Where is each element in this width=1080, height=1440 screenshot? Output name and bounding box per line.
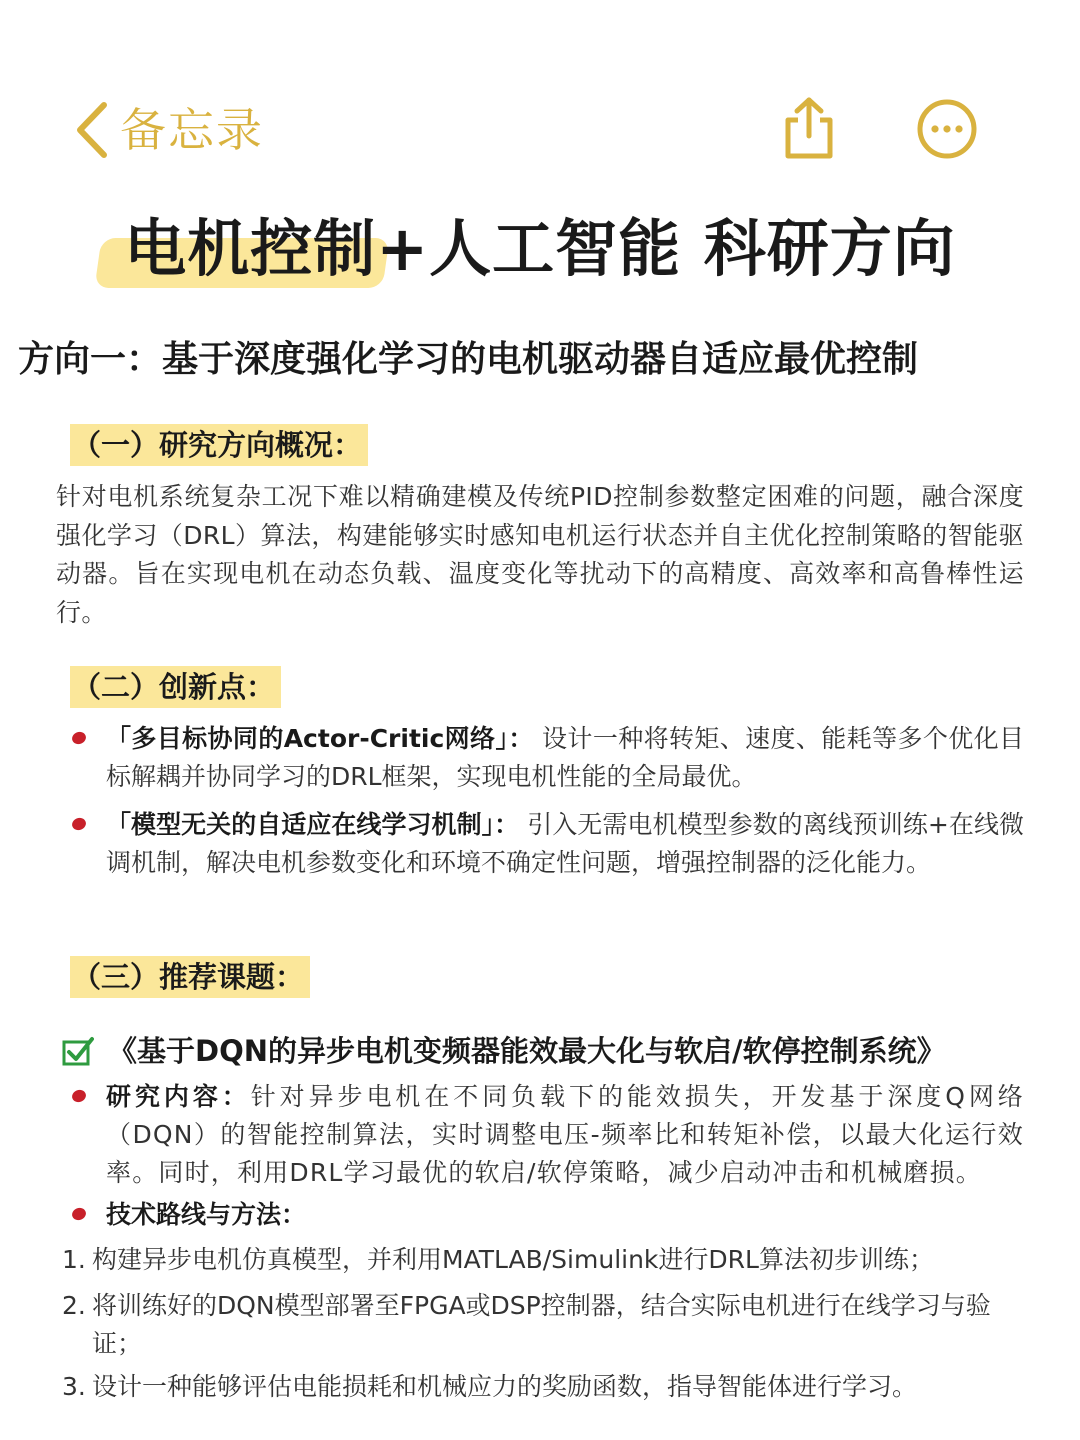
method-step <box>62 1287 1024 1363</box>
section-heading-topics: （三）推荐课题： <box>70 956 310 998</box>
overview-text: 针对电机系统复杂工况下难以精确建模及传统PID控制参数整定困难的问题，融合深度强化学习（DRL）算法，构建能够实时感知电机运行状态并自主优化控制策略的智能驱动器。旨在实现电机在动态负载、温度变化等扰动下的高精度、高效率和高鲁棒性运行。 <box>56 482 1024 627</box>
research-lead: 研究内容： <box>106 1082 251 1111</box>
checkbox-checked-icon <box>62 1036 94 1066</box>
nav-bar <box>0 0 1080 190</box>
bullet-dot-icon <box>70 729 88 747</box>
page-title: 电机控制+人工智能 科研方向 <box>124 212 956 285</box>
section-heading-innovation: （二）创新点： <box>70 666 281 708</box>
share-icon <box>780 96 838 162</box>
method-heading <box>106 1196 1024 1234</box>
method-step <box>62 1368 1024 1406</box>
innovation-item-text: 引入无需电机模型参数的离线预训练+在线微调机制，解决电机参数变化和环境不确定性问题，增强控制器的泛化能力。 <box>106 810 1024 877</box>
innovation-item-lead: 「多目标协同的Actor-Critic网络」： <box>106 724 534 753</box>
step-number: 2. <box>62 1291 86 1320</box>
back-label: 备忘录 <box>120 103 264 157</box>
section-heading-overview: （一）研究方向概况： <box>70 424 368 466</box>
step-number: 1. <box>62 1245 86 1274</box>
topic-title-row <box>62 1028 1062 1074</box>
innovation-item <box>106 806 1024 882</box>
topic-title: 《基于DQN的异步电机变频器能效最大化与软启/软停控制系统》 <box>108 1034 946 1068</box>
step-text: 构建异步电机仿真模型，并利用MATLAB/Simulink进行DRL算法初步训练； <box>92 1245 934 1274</box>
bullet-dot-icon <box>70 1087 88 1105</box>
innovation-item <box>106 720 1024 796</box>
share-button[interactable] <box>780 96 838 162</box>
innovation-item-lead: 「模型无关的自适应在线学习机制」： <box>106 810 520 839</box>
chevron-left-icon <box>72 101 112 159</box>
bullet-dot-icon <box>70 1205 88 1223</box>
step-text: 将训练好的DQN模型部署至FPGA或DSP控制器，结合实际电机进行在线学习与验证； <box>92 1291 991 1358</box>
innovation-item-text: 设计一种将转矩、速度、能耗等多个优化目标解耦并协同学习的DRL框架，实现电机性能的全局最优。 <box>106 724 1024 791</box>
more-button[interactable] <box>916 98 978 160</box>
more-icon <box>916 98 978 160</box>
research-text: 针对异步电机在不同负载下的能效损失，开发基于深度Q网络（DQN）的智能控制算法，实时调整电压-频率比和转矩补偿，以最大化运行效率。同时，利用DRL学习最优的软启/软停策略，减少启动冲击和机械磨损。 <box>106 1082 1024 1187</box>
method-step <box>62 1241 1024 1279</box>
direction-heading: 方向一：基于深度强化学习的电机驱动器自适应最优控制 <box>18 339 919 380</box>
bullet-dot-icon <box>70 815 88 833</box>
step-text: 设计一种能够评估电能损耗和机械应力的奖励函数，指导智能体进行学习。 <box>92 1372 918 1401</box>
step-number: 3. <box>62 1372 86 1401</box>
title-block <box>0 205 1080 293</box>
method-lead: 技术路线与方法： <box>106 1200 307 1229</box>
back-button[interactable] <box>72 98 264 162</box>
research-content <box>106 1078 1024 1192</box>
